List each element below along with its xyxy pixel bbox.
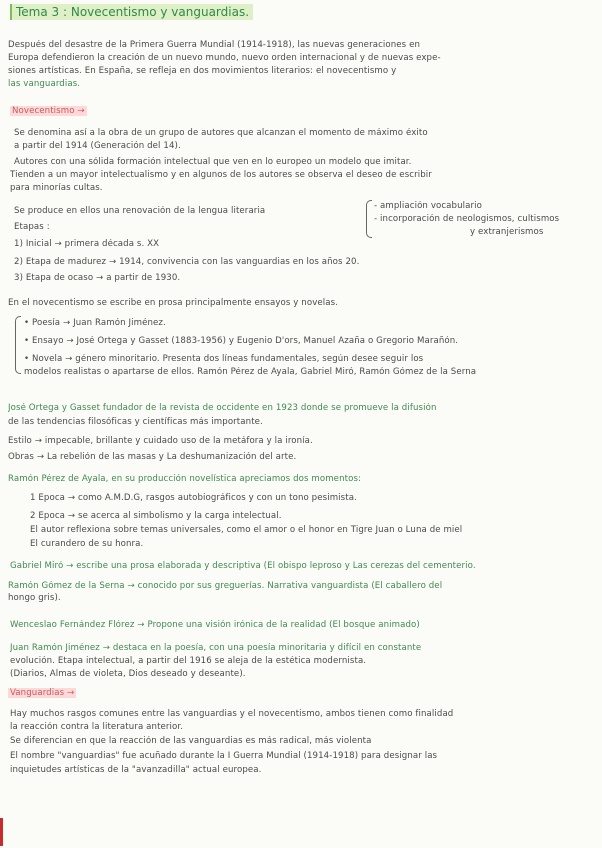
jimenez-line: evolución. Etapa intelectual, a partir del 1916 se aleja de la estética modernista. xyxy=(10,656,367,666)
ortega-line: de las tendencias filosóficas y científicas más importante. xyxy=(8,417,263,427)
ayala-line: 1 Época → como A.M.D.G, rasgos autobiográficos y con un tono pesimista. xyxy=(30,493,357,503)
page-title: Tema 3 : Novecentismo y vanguardias. xyxy=(10,4,253,20)
wenceslao-line: Wenceslao Fernández Flórez → Propone una visión irónica de la realidad (El bosque animado) xyxy=(10,620,420,630)
etapa-item: 3) Etapa de ocaso → a partir de 1930. xyxy=(14,273,181,283)
novecentismo-line: Se denomina así a la obra de un grupo de autores que alcanzan el momento de máximo éxito xyxy=(14,128,428,138)
ortega-line: Obras → La rebelión de las masas y La deshumanización del arte. xyxy=(8,452,297,462)
genero-item: modelos realistas o apartarse de ellos. Ramón Pérez de Ayala, Gabriel Miró, Ramón Gómez de la Serna xyxy=(24,367,477,377)
vanguardias-line: la reacción contra la literatura anterior. xyxy=(10,722,184,732)
novecentismo-line: Autores con una sólida formación intelectual que ven en lo europeo un modelo que imitar. xyxy=(14,157,412,167)
vanguardias-line: inquietudes artísticas de la "avanzadilla" actual europea. xyxy=(10,765,262,775)
genero-item: • Ensayo → José Ortega y Gasset (1883-1956) y Eugenio D'ors, Manuel Azaña o Gregorio Marañón. xyxy=(24,336,459,346)
page-edge-mark xyxy=(0,818,3,846)
ayala-line: El curandero de su honra. xyxy=(30,539,144,549)
section-heading-vanguardias: Vanguardias → xyxy=(10,688,75,698)
vanguardias-line: El nombre "vanguardias" fue acuñado durante la I Guerra Mundial (1914-1918) para designar las xyxy=(10,751,438,761)
intro-line: Después del desastre de la Primera Guerra Mundial (1914-1918), las nuevas generaciones en xyxy=(8,40,421,50)
gomez-line: Ramón Gómez de la Serna → conocido por sus greguerías. Narrativa vanguardista (El caballero del xyxy=(8,581,443,591)
genero-item: • Poesía → Juan Ramón Jiménez. xyxy=(24,318,166,328)
gomez-line: hongo gris). xyxy=(8,593,61,603)
novecentismo-line: a partir del 1914 (Generación del 14). xyxy=(14,141,181,151)
renovacion-option: - ampliación vocabulario xyxy=(374,201,482,211)
ayala-line: El autor reflexiona sobre temas universales, como el amor o el honor en Tigre Juan o Luna de miel xyxy=(30,525,463,535)
renovacion-option: y extranjerismos xyxy=(470,227,544,237)
jimenez-line: Juan Ramón Jiménez → destaca en la poesía, con una poesía minoritaria y difícil en constante xyxy=(10,643,422,653)
novecentismo-line: para minorías cultas. xyxy=(10,183,103,193)
jimenez-line: (Diarios, Almas de violeta, Dios deseado y deseante). xyxy=(10,669,246,679)
etapa-item: 1) Inicial → primera década s. XX xyxy=(14,239,160,249)
etapas-label: Etapas : xyxy=(14,222,50,232)
ayala-line: Ramón Pérez de Ayala, en su producción novelística apreciamos dos momentos: xyxy=(8,474,362,484)
ayala-line: 2 Época → se acerca al simbolismo y la carga intelectual. xyxy=(30,511,282,521)
genero-item: • Novela → género minoritario. Presenta dos líneas fundamentales, según desee seguir los xyxy=(24,354,424,364)
vanguardias-line: Hay muchos rasgos comunes entre las vanguardias y el novecentismo, ambos tienen como finalidad xyxy=(10,709,454,719)
intro-line: Europa defendieron la creación de un nuevo mundo, nuevo orden internacional y de nuevas expe- xyxy=(8,53,441,63)
brace xyxy=(366,200,372,238)
ortega-line: Estilo → impecable, brillante y cuidado uso de la metáfora y la ironía. xyxy=(8,436,313,446)
miro-line: Gabriel Miró → escribe una prosa elaborada y descriptiva (El obispo leproso y Las cerezas del cementerio. xyxy=(10,561,476,571)
generos-intro: En el novecentismo se escribe en prosa principalmente ensayos y novelas. xyxy=(8,298,339,308)
renovacion-option: - incorporación de neologismos, cultismos xyxy=(374,214,560,224)
section-heading-novecentismo: Novecentismo → xyxy=(12,106,85,116)
novecentismo-line: Tienden a un mayor intelectualismo y en algunos de los autores se observa el deseo de escribir xyxy=(10,170,432,180)
etapa-item: 2) Etapa de madurez → 1914, convivencia con las vanguardias en los años 20. xyxy=(14,257,360,267)
intro-line: siones artísticas. En España, se refleja en dos movimientos literarios: el novecentismo y xyxy=(8,66,397,76)
vanguardias-line: Se diferencian en que la reacción de las vanguardias es más radical, más violenta xyxy=(10,736,372,746)
intro-line: las vanguardias. xyxy=(8,79,81,89)
brace xyxy=(15,316,21,374)
renovacion-text: Se produce en ellos una renovación de la lengua literaria xyxy=(14,206,266,216)
ortega-line: José Ortega y Gasset fundador de la revista de occidente en 1923 donde se promueve la difusión xyxy=(8,403,437,413)
